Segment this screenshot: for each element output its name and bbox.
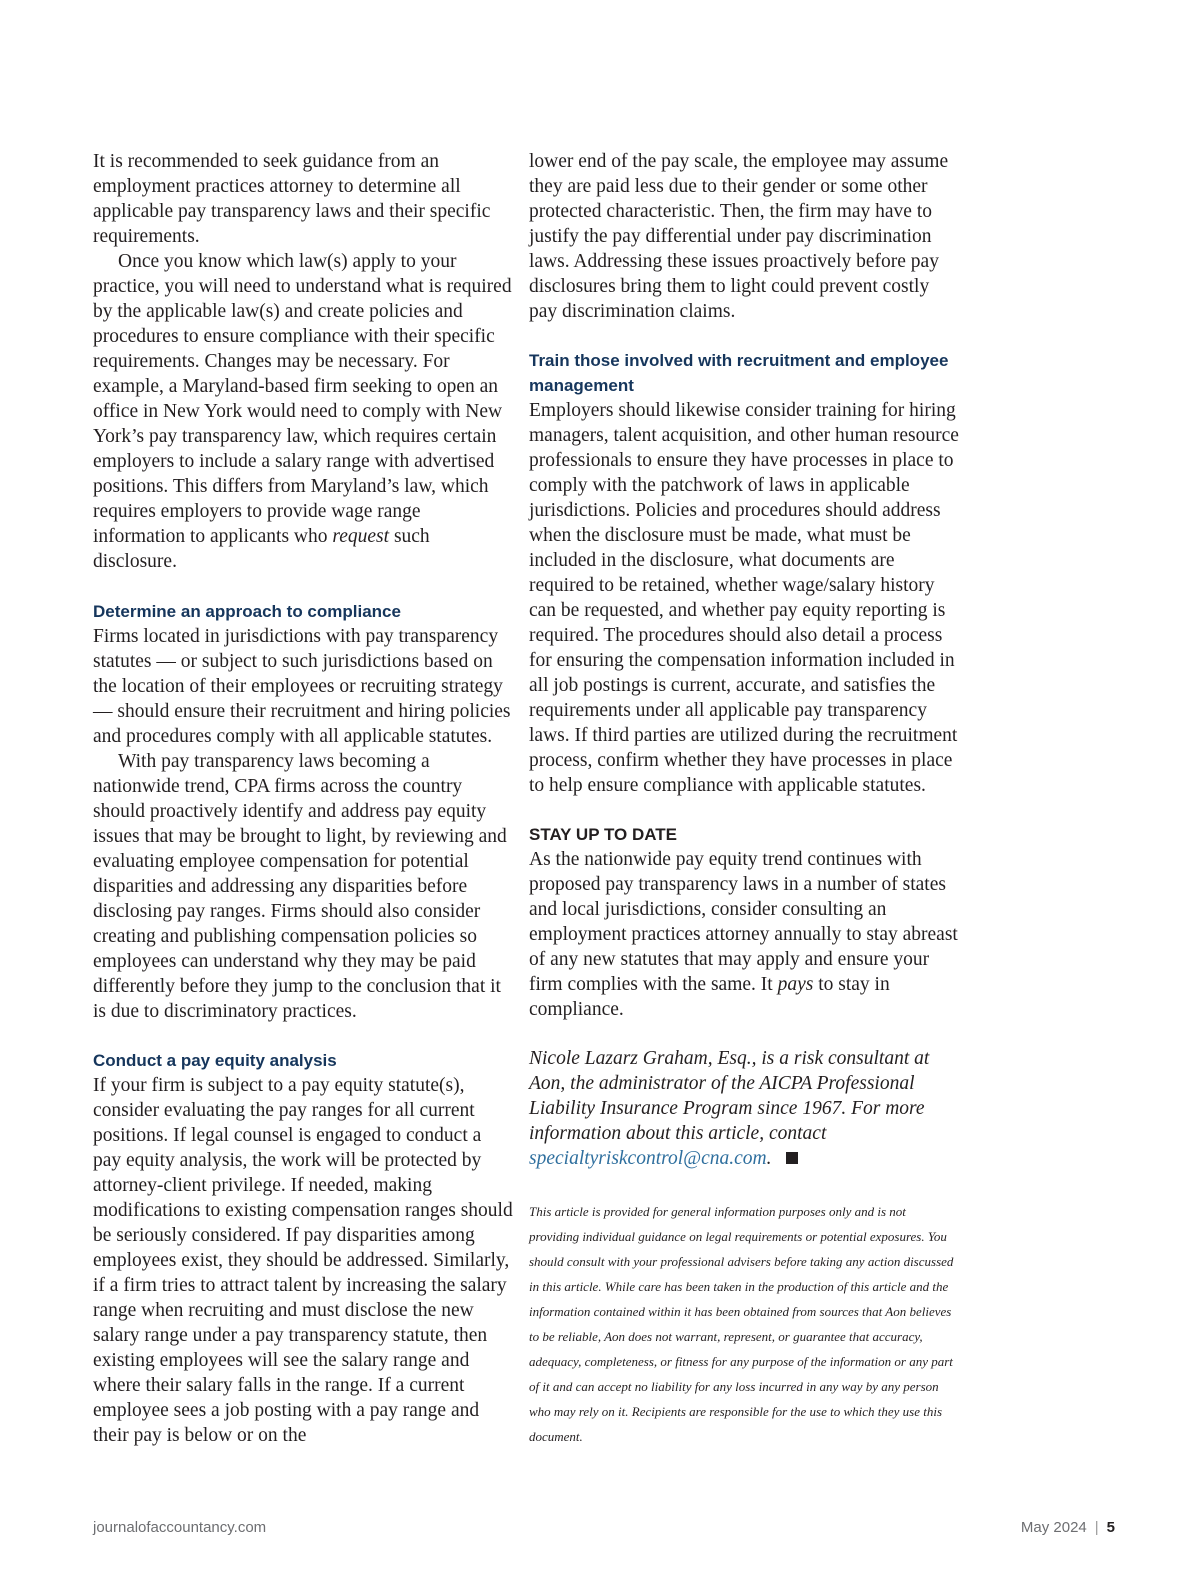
contact-email-link[interactable]: specialtyriskcontrol@cna.com: [529, 1148, 767, 1169]
stay-paragraph: As the nationwide pay equity trend continues with proposed pay transparency laws in a number of states and local jurisdictions, consider consulting an employment practices attorney annually to stay abreast of any new statutes that may apply and ensure your firm complies with the same. It pays to stay in compliance.: [529, 849, 958, 1020]
analysis-paragraph: If your firm is subject to a pay equity statute(s), consider evaluating the pay ranges for all current positions. If legal counsel is engaged to conduct a pay equity analysis, the work will be protected by attorney-client privilege. If needed, making modifications to existing compensation ranges should be seriously considered. If pay disparities among employees exist, they should be addressed. Similarly, if a firm tries to attract talent by increasing the salary range when recruiting and must disclose the new salary range under a pay transparency statute, then existing employees will see the salary range and where their salary falls in the range. If a current employee sees a job posting with a pay range and their pay is below or on the: [93, 1075, 513, 1446]
approach-paragraph: Firms located in jurisdictions with pay transparency statutes — or subject to such jurisdictions based on the location of their employees or recruiting strategy — should ensure their recruitment and hiring policies and procedures comply with all applicable statutes.: [93, 626, 511, 747]
intro-paragraph: It is recommended to seek guidance from an employment practices attorney to determine all applicable pay transparency laws and their specific requirements.: [93, 151, 491, 247]
heading-stay-up-to-date: STAY UP TO DATE: [529, 825, 678, 844]
right-column: [529, 149, 959, 1449]
footer-date: May 2024: [1020, 1519, 1087, 1536]
laws-paragraph: Once you know which law(s) apply to your practice, you will need to understand what is required by the applicable law(s) and create policies and procedures to ensure compliance with their specific requirements. Changes may be necessary. For example, a Maryland-based firm seeking to open an office in New York would need to comply with New York’s pay transparency law, which requires certain employers to include a salary range with advertised positions. This differs from Maryland’s law, which requires employers to provide wage range information to applicants who request such disclosure.: [93, 251, 512, 572]
heading-analysis: Conduct a pay equity analysis: [93, 1051, 337, 1070]
disclaimer: This article is provided for general information purposes only and is not providing individual guidance on legal requirements or potential exposures. You should consult with your professional advisers before taking any action discussed in this article. While care has been taken in the production of this article and the information contained within it has been obtained from sources that Aon believes to be reliable, Aon does not warrant, represent, or guarantee that accuracy, adequacy, completeness, or fitness for any purpose of the information or any part of it and can accept no liability for any loss incurred in any way by any person who may rely on it. Recipients are responsible for the use to which they use this document.: [529, 1204, 954, 1444]
heading-training: Train those involved with recruitment and employee management: [529, 351, 949, 395]
training-paragraph: Employers should likewise consider training for hiring managers, talent acquisition, and other human resource professionals to ensure they have processes in place to comply with the patchwork of laws in applicable jurisdictions. Policies and procedures should address when the disclosure must be made, what must be included in the disclosure, what documents are required to be retained, whether wage/salary history can be requested, and whether pay equity reporting is required. The procedures should also detail a process for ensuring the compensation information included in all job postings is current, accurate, and satisfies the requirements under all applicable pay transparency laws. If third parties are utilized during the recruitment process, confirm whether they have processes in place to help ensure compliance with applicable statutes.: [529, 400, 959, 796]
footer-page-info: [1021, 1519, 1115, 1536]
footer-separator: |: [1094, 1519, 1099, 1536]
author-bio: Nicole Lazarz Graham, Esq., is a risk consultant at Aon, the administrator of the AICPA Professional Liability Insurance Program since 1967. For more information about this article, contact specialtyriskcontrol@cna.com.: [529, 1048, 930, 1169]
heading-approach: Determine an approach to compliance: [93, 602, 401, 621]
continuation-paragraph: lower end of the pay scale, the employee may assume they are paid less due to their gender or some other protected characteristic. Then, the firm may have to justify the pay differential under pay discrimination laws. Addressing these issues proactively before pay disclosures bring them to light could prevent costly pay discrimination claims.: [529, 151, 949, 322]
footer-site: journalofaccountancy.com: [93, 1519, 267, 1536]
end-of-article-mark: [786, 1152, 798, 1164]
page-number: 5: [1106, 1519, 1115, 1536]
trend-paragraph: With pay transparency laws becoming a nationwide trend, CPA firms across the country should proactively identify and address pay equity issues that may be brought to light, by reviewing and evaluating employee compensation for potential disparities and addressing any disparities before disclosing pay ranges. Firms should also consider creating and publishing compensation policies so employees can understand why they may be paid differently before they jump to the conclusion that it is due to discriminatory practices.: [93, 751, 507, 1022]
left-column: [93, 149, 513, 1448]
